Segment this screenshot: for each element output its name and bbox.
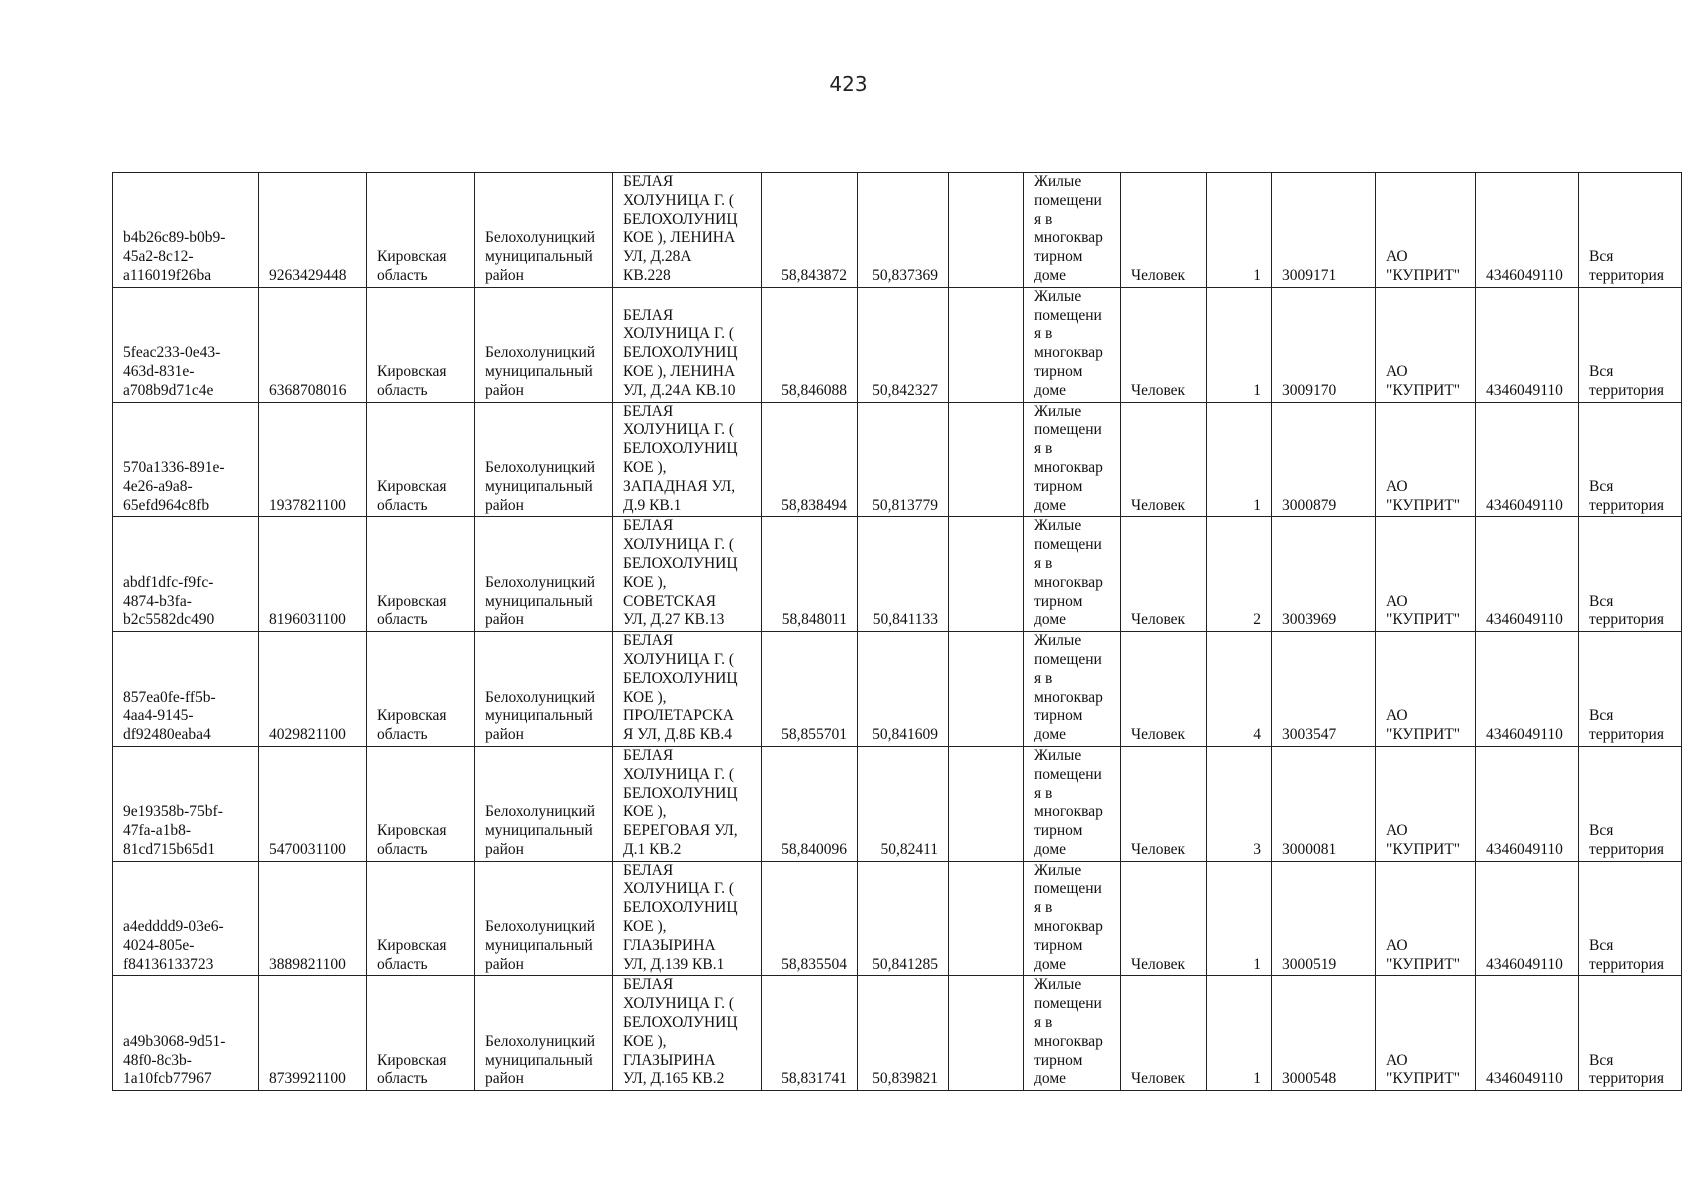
- empty-cell: [949, 861, 1024, 976]
- code-cell: 9263429448: [259, 173, 367, 288]
- account-cell: 3003547: [1272, 632, 1376, 747]
- district-cell: Белохолуницкий муниципальный район: [475, 173, 613, 288]
- table-body: [113, 173, 1682, 1091]
- territory-cell: Вся территория: [1579, 632, 1682, 747]
- account-cell: 3000548: [1272, 976, 1376, 1091]
- record-id-cell: b4b26c89-b0b9- 45a2-8c12- a116019f26ba: [113, 173, 259, 288]
- empty-cell: [949, 517, 1024, 632]
- organization-cell: АО "КУПРИТ": [1376, 861, 1476, 976]
- organization-cell: АО "КУПРИТ": [1376, 632, 1476, 747]
- longitude-cell: 50,842327: [858, 287, 949, 402]
- code-cell: 6368708016: [259, 287, 367, 402]
- district-cell: Белохолуницкий муниципальный район: [475, 517, 613, 632]
- organization-cell: АО "КУПРИТ": [1376, 517, 1476, 632]
- organization-cell: АО "КУПРИТ": [1376, 402, 1476, 517]
- unit-cell: Человек: [1121, 976, 1207, 1091]
- count-cell: 1: [1207, 402, 1272, 517]
- district-cell: Белохолуницкий муниципальный район: [475, 976, 613, 1091]
- district-cell: Белохолуницкий муниципальный район: [475, 402, 613, 517]
- category-cell: Жилые помещени я в многоквар тирном доме: [1024, 173, 1121, 288]
- category-cell: Жилые помещени я в многоквар тирном доме: [1024, 976, 1121, 1091]
- address-cell: БЕЛАЯ ХОЛУНИЦА Г. ( БЕЛОХОЛУНИЦ КОЕ ), ГЛАЗЫРИНА УЛ, Д.139 КВ.1: [613, 861, 762, 976]
- table-row: [113, 861, 1682, 976]
- empty-cell: [949, 632, 1024, 747]
- table-row: [113, 746, 1682, 861]
- territory-cell: Вся территория: [1579, 746, 1682, 861]
- account-cell: 3009170: [1272, 287, 1376, 402]
- empty-cell: [949, 746, 1024, 861]
- code-cell: 5470031100: [259, 746, 367, 861]
- empty-cell: [949, 287, 1024, 402]
- inn-cell: 4346049110: [1476, 976, 1579, 1091]
- account-cell: 3003969: [1272, 517, 1376, 632]
- region-cell: Кировская область: [367, 976, 475, 1091]
- account-cell: 3000519: [1272, 861, 1376, 976]
- territory-cell: Вся территория: [1579, 287, 1682, 402]
- count-cell: 1: [1207, 287, 1272, 402]
- category-cell: Жилые помещени я в многоквар тирном доме: [1024, 402, 1121, 517]
- organization-cell: АО "КУПРИТ": [1376, 976, 1476, 1091]
- category-cell: Жилые помещени я в многоквар тирном доме: [1024, 746, 1121, 861]
- latitude-cell: 58,846088: [762, 287, 858, 402]
- address-cell: БЕЛАЯ ХОЛУНИЦА Г. ( БЕЛОХОЛУНИЦ КОЕ ), ЛЕНИНА УЛ, Д.28А КВ.228: [613, 173, 762, 288]
- category-cell: Жилые помещени я в многоквар тирном доме: [1024, 632, 1121, 747]
- district-cell: Белохолуницкий муниципальный район: [475, 287, 613, 402]
- latitude-cell: 58,838494: [762, 402, 858, 517]
- record-id-cell: 5feac233-0e43- 463d-831e- a708b9d71c4e: [113, 287, 259, 402]
- inn-cell: 4346049110: [1476, 173, 1579, 288]
- inn-cell: 4346049110: [1476, 861, 1579, 976]
- longitude-cell: 50,841285: [858, 861, 949, 976]
- organization-cell: АО "КУПРИТ": [1376, 287, 1476, 402]
- inn-cell: 4346049110: [1476, 517, 1579, 632]
- district-cell: Белохолуницкий муниципальный район: [475, 861, 613, 976]
- unit-cell: Человек: [1121, 861, 1207, 976]
- district-cell: Белохолуницкий муниципальный район: [475, 632, 613, 747]
- latitude-cell: 58,835504: [762, 861, 858, 976]
- record-id-cell: a4edddd9-03e6- 4024-805e- f84136133723: [113, 861, 259, 976]
- region-cell: Кировская область: [367, 746, 475, 861]
- count-cell: 1: [1207, 173, 1272, 288]
- category-cell: Жилые помещени я в многоквар тирном доме: [1024, 861, 1121, 976]
- latitude-cell: 58,848011: [762, 517, 858, 632]
- unit-cell: Человек: [1121, 287, 1207, 402]
- category-cell: Жилые помещени я в многоквар тирном доме: [1024, 517, 1121, 632]
- region-cell: Кировская область: [367, 632, 475, 747]
- count-cell: 2: [1207, 517, 1272, 632]
- inn-cell: 4346049110: [1476, 402, 1579, 517]
- longitude-cell: 50,82411: [858, 746, 949, 861]
- latitude-cell: 58,855701: [762, 632, 858, 747]
- count-cell: 1: [1207, 976, 1272, 1091]
- category-cell: Жилые помещени я в многоквар тирном доме: [1024, 287, 1121, 402]
- address-cell: БЕЛАЯ ХОЛУНИЦА Г. ( БЕЛОХОЛУНИЦ КОЕ ), ЛЕНИНА УЛ, Д.24А КВ.10: [613, 287, 762, 402]
- latitude-cell: 58,831741: [762, 976, 858, 1091]
- territory-cell: Вся территория: [1579, 976, 1682, 1091]
- district-cell: Белохолуницкий муниципальный район: [475, 746, 613, 861]
- code-cell: 3889821100: [259, 861, 367, 976]
- territory-cell: Вся территория: [1579, 861, 1682, 976]
- inn-cell: 4346049110: [1476, 632, 1579, 747]
- count-cell: 1: [1207, 861, 1272, 976]
- record-id-cell: 570a1336-891e- 4e26-a9a8- 65efd964c8fb: [113, 402, 259, 517]
- organization-cell: АО "КУПРИТ": [1376, 173, 1476, 288]
- account-cell: 3000081: [1272, 746, 1376, 861]
- code-cell: 4029821100: [259, 632, 367, 747]
- unit-cell: Человек: [1121, 517, 1207, 632]
- longitude-cell: 50,813779: [858, 402, 949, 517]
- account-cell: 3000879: [1272, 402, 1376, 517]
- inn-cell: 4346049110: [1476, 746, 1579, 861]
- table-row: [113, 402, 1682, 517]
- table-row: [113, 173, 1682, 288]
- record-id-cell: abdf1dfc-f9fc- 4874-b3fa- b2c5582dc490: [113, 517, 259, 632]
- latitude-cell: 58,840096: [762, 746, 858, 861]
- code-cell: 8196031100: [259, 517, 367, 632]
- territory-cell: Вся территория: [1579, 173, 1682, 288]
- region-cell: Кировская область: [367, 287, 475, 402]
- region-cell: Кировская область: [367, 173, 475, 288]
- account-cell: 3009171: [1272, 173, 1376, 288]
- record-id-cell: 9e19358b-75bf- 47fa-a1b8- 81cd715b65d1: [113, 746, 259, 861]
- table-row: [113, 287, 1682, 402]
- unit-cell: Человек: [1121, 746, 1207, 861]
- count-cell: 4: [1207, 632, 1272, 747]
- unit-cell: Человек: [1121, 173, 1207, 288]
- region-cell: Кировская область: [367, 517, 475, 632]
- territory-cell: Вся территория: [1579, 517, 1682, 632]
- table-row: [113, 976, 1682, 1091]
- address-cell: БЕЛАЯ ХОЛУНИЦА Г. ( БЕЛОХОЛУНИЦ КОЕ ), ГЛАЗЫРИНА УЛ, Д.165 КВ.2: [613, 976, 762, 1091]
- unit-cell: Человек: [1121, 632, 1207, 747]
- code-cell: 8739921100: [259, 976, 367, 1091]
- record-id-cell: 857ea0fe-ff5b- 4aa4-9145- df92480eaba4: [113, 632, 259, 747]
- territory-cell: Вся территория: [1579, 402, 1682, 517]
- organization-cell: АО "КУПРИТ": [1376, 746, 1476, 861]
- address-cell: БЕЛАЯ ХОЛУНИЦА Г. ( БЕЛОХОЛУНИЦ КОЕ ), СОВЕТСКАЯ УЛ, Д.27 КВ.13: [613, 517, 762, 632]
- region-cell: Кировская область: [367, 402, 475, 517]
- empty-cell: [949, 976, 1024, 1091]
- region-cell: Кировская область: [367, 861, 475, 976]
- longitude-cell: 50,839821: [858, 976, 949, 1091]
- longitude-cell: 50,841609: [858, 632, 949, 747]
- longitude-cell: 50,837369: [858, 173, 949, 288]
- address-cell: БЕЛАЯ ХОЛУНИЦА Г. ( БЕЛОХОЛУНИЦ КОЕ ), ЗАПАДНАЯ УЛ, Д.9 КВ.1: [613, 402, 762, 517]
- empty-cell: [949, 402, 1024, 517]
- unit-cell: Человек: [1121, 402, 1207, 517]
- latitude-cell: 58,843872: [762, 173, 858, 288]
- address-cell: БЕЛАЯ ХОЛУНИЦА Г. ( БЕЛОХОЛУНИЦ КОЕ ), ПРОЛЕТАРСКА Я УЛ, Д.8Б КВ.4: [613, 632, 762, 747]
- registry-table: [112, 172, 1682, 1091]
- count-cell: 3: [1207, 746, 1272, 861]
- longitude-cell: 50,841133: [858, 517, 949, 632]
- table-row: [113, 517, 1682, 632]
- empty-cell: [949, 173, 1024, 288]
- inn-cell: 4346049110: [1476, 287, 1579, 402]
- code-cell: 1937821100: [259, 402, 367, 517]
- record-id-cell: a49b3068-9d51- 48f0-8c3b- 1a10fcb77967: [113, 976, 259, 1091]
- page-number: 423: [829, 72, 868, 96]
- table-row: [113, 632, 1682, 747]
- address-cell: БЕЛАЯ ХОЛУНИЦА Г. ( БЕЛОХОЛУНИЦ КОЕ ), БЕРЕГОВАЯ УЛ, Д.1 КВ.2: [613, 746, 762, 861]
